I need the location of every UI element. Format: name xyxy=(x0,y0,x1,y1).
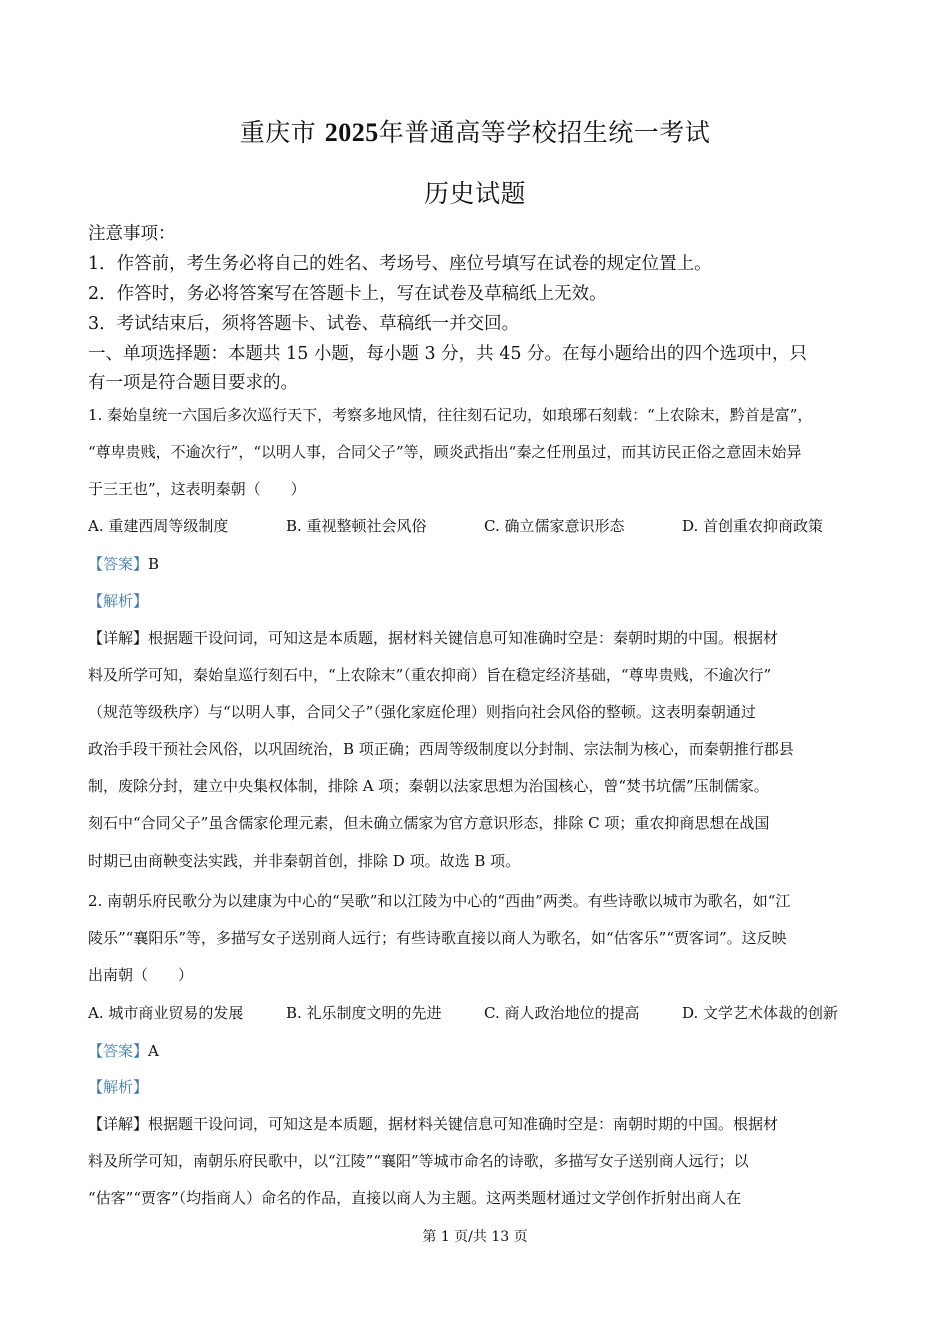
title-city: 重庆市 xyxy=(239,118,317,147)
question-1-detail-line2: 料及所学可知，秦始皇巡行刻石中，“上农除末”（重农抑商）旨在稳定经济基础，“尊卑贵贱，不逾次行” xyxy=(88,666,772,684)
detail-label: 【详解】 xyxy=(88,1115,149,1133)
question-1-detail-line6: 刻石中“合同父子”虽含儒家伦理元素，但未确立儒家为官方意识形态，排除 C 项；重农抑商思想在战国 xyxy=(88,814,770,832)
section-heading-line2: 有一项是符合题目要求的。 xyxy=(88,373,298,393)
question-2-stem-line2: 陵乐”“襄阳乐”等，多描写女子送别商人远行；有些诗歌直接以商人为歌名，如“估客乐”“贾客词”。这反映 xyxy=(88,929,787,947)
detail-text: 根据题干设问词，可知这是本质题，据材料关键信息可知准确时空是：秦朝时期的中国。根据材 xyxy=(148,629,779,647)
section-heading-line1: 一、单项选择题：本题共 15 小题，每小题 3 分，共 45 分。在每小题给出的四个选项中，只 xyxy=(88,344,808,364)
notice-heading: 注意事项： xyxy=(88,224,176,244)
question-1-option-a: A. 重建西周等级制度 xyxy=(88,517,229,535)
question-2-stem-line1: 2. 南朝乐府民歌分为以建康为中心的“吴歌”和以江陵为中心的“西曲”两类。有些诗歌以城市为歌名，如“江 xyxy=(88,892,791,910)
question-1-stem-line1: 1. 秦始皇统一六国后多次巡行天下，考察多地风情，往往刻石记功，如琅琊石刻载：“上农除末，黔首是富”， xyxy=(88,406,813,424)
page-number: 第 1 页/共 13 页 xyxy=(422,1229,528,1245)
question-1-answer xyxy=(88,553,159,574)
title-suffix: 年普通高等学校招生统一考试 xyxy=(378,118,711,147)
question-2-detail-line1 xyxy=(88,1113,778,1134)
question-1-detail-line7: 时期已由商鞅变法实践，并非秦朝首创，排除 D 项。故选 B 项。 xyxy=(88,852,521,870)
exam-title xyxy=(0,113,950,149)
question-1-detail-line4: 政治手段干预社会风俗，以巩固统治，B 项正确；西周等级制度以分封制、宗法制为核心，而秦朝推行郡县 xyxy=(88,740,794,758)
question-1-option-c: C. 确立儒家意识形态 xyxy=(484,517,625,535)
question-2-answer xyxy=(88,1040,159,1061)
question-1-stem-line3: 于三王也”，这表明秦朝（ ） xyxy=(88,480,306,498)
question-2-detail-line3: “估客”“贾客”（均指商人）命名的作品，直接以商人为主题。这两类题材通过文学创作折射出商人在 xyxy=(88,1189,742,1207)
question-1-stem-line2: “尊卑贵贱，不逾次行”，“以明人事，合同父子”等，顾炎武指出“秦之任刑虽过，而其访民正俗之意固未始异 xyxy=(88,443,802,461)
detail-text: 根据题干设问词，可知这是本质题，据材料关键信息可知准确时空是：南朝时期的中国。根据材 xyxy=(148,1115,779,1133)
answer-label: 【答案】 xyxy=(88,1042,149,1060)
question-1-analysis-label: 【解析】 xyxy=(88,592,149,610)
question-1-detail-line3: （规范等级秩序）与“以明人事，合同父子”（强化家庭伦理）则指向社会风俗的整顿。这表明秦朝通过 xyxy=(88,703,756,721)
notice-item-1: 1．作答前，考生务必将自己的姓名、考场号、座位号填写在试卷的规定位置上。 xyxy=(88,254,712,274)
answer-value: A xyxy=(148,1042,159,1060)
question-1-option-b: B. 重视整顿社会风俗 xyxy=(286,517,427,535)
exam-subtitle: 历史试题 xyxy=(423,179,526,208)
title-year: 2025 xyxy=(324,118,379,147)
question-2-option-a: A. 城市商业贸易的发展 xyxy=(88,1004,244,1022)
question-1-detail-line5: 制，废除分封，建立中央集权体制，排除 A 项；秦朝以法家思想为治国核心，曾“焚书坑儒”压制儒家。 xyxy=(88,777,769,795)
question-2-detail-line2: 料及所学可知，南朝乐府民歌中，以“江陵”“襄阳”等城市命名的诗歌，多描写女子送别商人远行；以 xyxy=(88,1152,749,1170)
question-2-option-d: D. 文学艺术体裁的创新 xyxy=(682,1004,839,1022)
question-1-option-d: D. 首创重农抑商政策 xyxy=(682,517,824,535)
question-2-option-c: C. 商人政治地位的提高 xyxy=(484,1004,640,1022)
question-2-stem-line3: 出南朝（ ） xyxy=(88,966,194,984)
question-2-option-b: B. 礼乐制度文明的先进 xyxy=(286,1004,442,1022)
answer-value: B xyxy=(148,555,160,573)
notice-item-3: 3．考试结束后，须将答题卡、试卷、草稿纸一并交回。 xyxy=(88,314,520,334)
detail-label: 【详解】 xyxy=(88,629,149,647)
notice-item-2: 2．作答时，务必将答案写在答题卡上，写在试卷及草稿纸上无效。 xyxy=(88,284,607,304)
question-1-detail-line1 xyxy=(88,627,778,648)
question-2-analysis-label: 【解析】 xyxy=(88,1078,149,1096)
answer-label: 【答案】 xyxy=(88,555,149,573)
